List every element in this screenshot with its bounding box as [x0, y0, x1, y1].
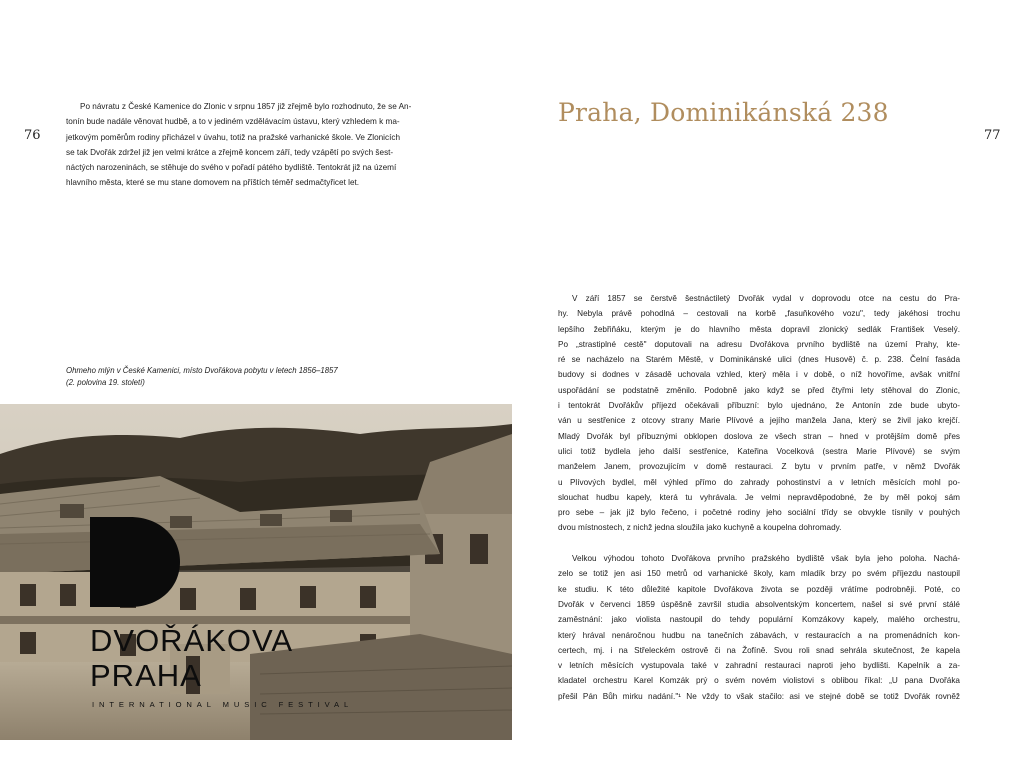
left-page-number: 76 — [24, 128, 41, 143]
caption-line: (2. polovina 19. století) — [66, 378, 145, 388]
intro-line: se tak Dvořák zdržel již jen velmi krátce a zřejmě koncem září, tedy vzápětí po svých šest- — [66, 147, 394, 157]
body-line: který hrával nenáročnou hudbu na tanečních zábavách, v restauracích a na promenádních kon- — [558, 630, 960, 640]
body-line: slouchat hudbu kapely, která tu vyhrávala. Je velmi nepravděpodobné, že by měl pokoj sám — [558, 492, 960, 502]
logo-title-line2: PRAHA — [90, 658, 202, 693]
intro-line: Po návratu z České Kamenice do Zlonic v srpnu 1857 již zřejmě bylo rozhodnuto, že se An- — [80, 102, 412, 111]
body-line: v letních měsících vystupovala také v zahradní restauraci naproti jeho bydlišti. Kapelník a za- — [558, 661, 960, 671]
body-line: Dvořák v červenci 1859 úspěšně završil studia absolventským koncertem, našel si své první stálé — [558, 599, 960, 609]
body-line: uspořádání se podstatně změnilo. Podobně jako když se před čtyřmi lety stěhoval do Zlonic, — [558, 385, 960, 395]
body-line: kladatel orchestru Karel Komzák prý o svém novém violistovi s oblibou říkal: „U pana Dvořáka — [558, 676, 960, 686]
body-line: ré se nacházelo na Starém Městě, v Dominikánské ulici (dnes Husově) č. p. 238. Čelní fasáda — [558, 355, 960, 365]
festival-logo — [90, 517, 354, 717]
body-line: Velkou výhodou tohoto Dvořákova prvního pražského bydliště však byla jeho poloha. Nachá- — [572, 554, 960, 564]
body-line: dvou místnostech, z nichž jedna sloužila jako kuchyně a koupelna dohromady. — [558, 523, 842, 533]
body-line: ke studiu. K této důležité kapitole Dvořákova života se později vrátíme podrobněji. Poté, co — [558, 584, 960, 594]
body-line: zaměstnání: jako violista nastoupil do tehdy populární Komzákovy kapely, malého orchestru, — [558, 615, 960, 625]
body-paragraph-1 — [558, 291, 960, 536]
body-line: certech, mj. i na Střeleckém ostrově či na Žofíně. Svou roli snad sehrála skutečnost, že kapela — [558, 645, 960, 655]
logo-tagline: INTERNATIONAL MUSIC FESTIVAL — [92, 700, 354, 709]
chapter-title: Praha, Dominikánská 238 — [558, 98, 889, 127]
body-line: lepšího žebřiňáku, kterým je do hlavního města dopravil zlonický sedlák František Veselý. — [558, 324, 960, 334]
body-line: přešil Pán Bůh mirku nadání."¹ Ne vždy to však stačilo: asi ve stejné době se totiž Dvořák rovněž — [558, 691, 960, 701]
body-line: Mladý Dvořák byl příbuznými obklopen doslova ze všech stran – hned v protějším domě přes — [558, 431, 960, 441]
photo-caption — [66, 365, 426, 390]
body-line: u Plívových bydlel, měl výhled přímo do zahrady pohostinství a v letních měsících mohl po- — [558, 477, 960, 487]
intro-line: hlavního města, které se mu stane domovem na příštích téměř sedmačtyřicet let. — [66, 178, 360, 188]
chapter-body — [558, 291, 960, 704]
body-line: V září 1857 se čerstvě šestnáctiletý Dvořák vydal v doprovodu otce na cestu do Pra- — [572, 294, 960, 303]
logo-title-line1: DVOŘÁKOVA — [90, 623, 294, 658]
caption-line: Ohmeho mlýn v České Kamenici, místo Dvořákova pobytu v letech 1856–1857 — [66, 366, 338, 375]
body-line: i tentokrát Dvořákův příjezd očekávali příbuzní: bylo ujednáno, že Antonín zde bude ubyto- — [558, 401, 960, 411]
body-line: ván u sestřenice z otcovy strany Marie Plívové a jejího manžela Jana, který se živil jako krejčí. — [558, 416, 960, 426]
body-line: budovy si dodnes v zásadě uchovala vzhled, který měla i v době, o níž hovoříme, avšak vnitřní — [558, 370, 960, 380]
intro-line: náctých narozeninách, se stěhuje do svého v pořadí pátého bydliště. Tentokrát již na území — [66, 163, 397, 173]
body-line: manželem Janem, provozujícím v domě restauraci. Z bytu v prvním patře, v němž Dvořák — [558, 462, 960, 472]
right-page-number: 77 — [984, 128, 1001, 143]
body-line: pro sebe – jak již bylo řečeno, i početné rodiny jeho sociální třídy se obvykle tísnily v pouhých — [558, 508, 960, 518]
intro-line: tonín bude nadále věnovat hudbě, a to v jediném vzdělávacím ústavu, který vzhledem k ma- — [66, 117, 400, 127]
body-line: ulici totiž bydlela jeho další sestřenice, Kateřina Vocelková (sestra Marie Plívové) se svým — [558, 446, 960, 456]
body-line: Po „strastiplné cestě" doputovali na adresu Dvořákova prvního bydliště na území Prahy, kte- — [558, 339, 960, 349]
body-line: zelo se totiž jen asi 150 metrů od varhanické školy, kam mladík brzy po svém příjezdu nastoupil — [558, 569, 960, 579]
intro-paragraph — [66, 99, 468, 191]
logo-d-mark-icon — [90, 517, 180, 607]
body-line: hy. Nebyla právě pohodlná – cestovali na korbě „fasuňkového vozu", tedy jakéhosi trochu — [558, 309, 960, 319]
body-paragraph-2 — [558, 551, 960, 704]
intro-line: jetkovým poměrům rodiny přicházel v úvahu, totiž na pražské varhanické škole. Ve Zlonicích — [66, 132, 401, 142]
